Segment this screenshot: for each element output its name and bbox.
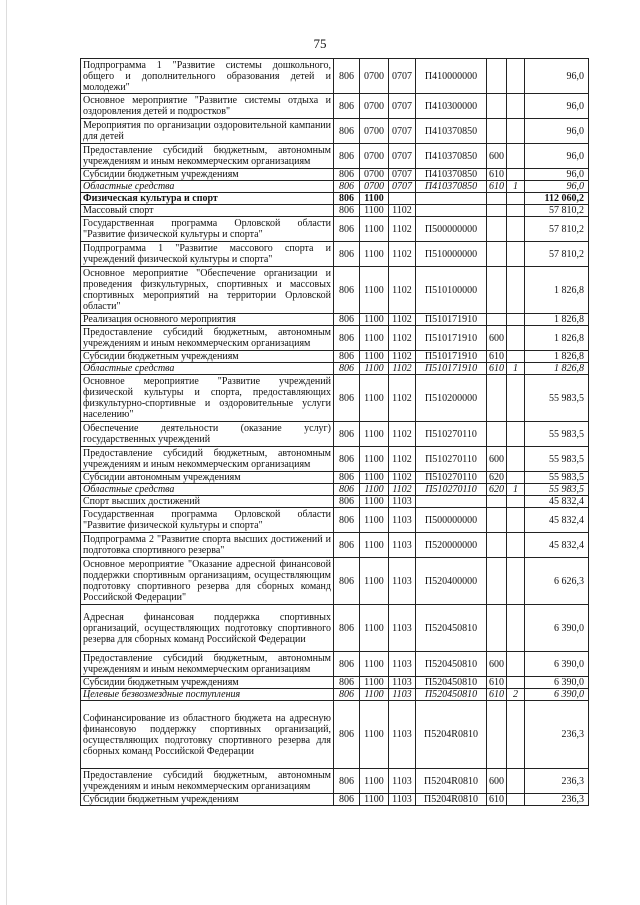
cell-section: 1100 [360, 267, 389, 314]
cell-subsection: 1103 [389, 558, 416, 605]
table-row [81, 769, 589, 794]
cell-amount: 6 626,3 [525, 558, 589, 605]
cell-grbs: 806 [334, 472, 360, 484]
cell-target-article: П510171910 [416, 314, 487, 326]
cell-section: 1100 [360, 558, 389, 605]
cell-expense-type: 600 [487, 769, 507, 794]
cell-grbs: 806 [334, 375, 360, 422]
table-row [81, 472, 589, 484]
cell-expense-type [487, 193, 507, 205]
cell-amount: 55 983,5 [525, 447, 589, 472]
cell-section: 1100 [360, 605, 389, 652]
cell-section: 1100 [360, 769, 389, 794]
table-row [81, 701, 589, 769]
table-row [81, 267, 589, 314]
table-row [81, 689, 589, 701]
cell-target-article: П510270110 [416, 472, 487, 484]
cell-funding-source [507, 558, 525, 605]
cell-expense-type: 600 [487, 652, 507, 677]
cell-expense-type [487, 533, 507, 558]
cell-name: Основное мероприятие "Обеспечение организации и проведения физкультурных, спортивных и массовых спортивных мероприятий на территории Орловской области" [81, 267, 334, 314]
cell-section: 1100 [360, 314, 389, 326]
cell-expense-type [487, 558, 507, 605]
cell-grbs: 806 [334, 363, 360, 375]
cell-name: Массовый спорт [81, 205, 334, 217]
cell-name: Обеспечение деятельности (оказание услуг) государственных учреждений [81, 422, 334, 447]
table-row [81, 169, 589, 181]
cell-subsection: 0707 [389, 181, 416, 193]
cell-amount: 96,0 [525, 181, 589, 193]
cell-name: Субсидии бюджетным учреждениям [81, 794, 334, 806]
table-row [81, 59, 589, 94]
table-row [81, 326, 589, 351]
cell-subsection: 1102 [389, 422, 416, 447]
cell-funding-source [507, 326, 525, 351]
cell-amount: 96,0 [525, 119, 589, 144]
table-row [81, 605, 589, 652]
cell-amount: 55 983,5 [525, 375, 589, 422]
cell-subsection: 1103 [389, 533, 416, 558]
cell-subsection: 1103 [389, 652, 416, 677]
cell-name: Областные средства [81, 363, 334, 375]
cell-name: Целевые безвозмездные поступления [81, 689, 334, 701]
cell-target-article: П520000000 [416, 533, 487, 558]
cell-amount: 55 983,5 [525, 422, 589, 447]
cell-subsection: 1102 [389, 267, 416, 314]
cell-name: Мероприятия по организации оздоровительной кампании для детей [81, 119, 334, 144]
cell-section: 1100 [360, 205, 389, 217]
cell-section: 1100 [360, 193, 389, 205]
cell-amount: 6 390,0 [525, 677, 589, 689]
cell-expense-type: 610 [487, 181, 507, 193]
cell-name: Основное мероприятие "Развитие учреждений физической культуры и спорта, предоставляющих физкультурно-спортивные и оздоровительные услуги населению" [81, 375, 334, 422]
cell-subsection: 1102 [389, 205, 416, 217]
cell-amount: 1 826,8 [525, 351, 589, 363]
cell-section: 1100 [360, 533, 389, 558]
table-row [81, 94, 589, 119]
cell-target-article: П520450810 [416, 689, 487, 701]
cell-target-article: П410370850 [416, 181, 487, 193]
cell-name: Областные средства [81, 181, 334, 193]
cell-grbs: 806 [334, 558, 360, 605]
cell-expense-type [487, 422, 507, 447]
cell-section: 1100 [360, 652, 389, 677]
cell-target-article: П520450810 [416, 605, 487, 652]
cell-amount: 1 826,8 [525, 363, 589, 375]
cell-section: 0700 [360, 144, 389, 169]
cell-target-article: П510270110 [416, 484, 487, 496]
cell-subsection: 0707 [389, 59, 416, 94]
cell-subsection: 1103 [389, 677, 416, 689]
cell-amount: 45 832,4 [525, 496, 589, 508]
cell-amount: 45 832,4 [525, 533, 589, 558]
cell-funding-source [507, 314, 525, 326]
cell-expense-type: 610 [487, 363, 507, 375]
cell-funding-source [507, 422, 525, 447]
cell-funding-source [507, 472, 525, 484]
cell-funding-source [507, 351, 525, 363]
cell-subsection: 0707 [389, 119, 416, 144]
cell-target-article: П410370850 [416, 119, 487, 144]
cell-section: 1100 [360, 363, 389, 375]
cell-funding-source [507, 169, 525, 181]
cell-grbs: 806 [334, 169, 360, 181]
cell-amount: 55 983,5 [525, 484, 589, 496]
cell-expense-type: 610 [487, 794, 507, 806]
cell-name: Реализация основного мероприятия [81, 314, 334, 326]
cell-section: 1100 [360, 484, 389, 496]
page-number: 75 [313, 36, 327, 51]
cell-grbs: 806 [334, 508, 360, 533]
cell-funding-source [507, 533, 525, 558]
cell-grbs: 806 [334, 205, 360, 217]
table-row [81, 375, 589, 422]
cell-target-article: П510171910 [416, 351, 487, 363]
table-row [81, 422, 589, 447]
cell-expense-type [487, 267, 507, 314]
cell-amount: 96,0 [525, 144, 589, 169]
cell-target-article [416, 205, 487, 217]
cell-name: Субсидии автономным учреждениям [81, 472, 334, 484]
cell-funding-source [507, 496, 525, 508]
cell-grbs: 806 [334, 484, 360, 496]
table-row [81, 484, 589, 496]
table-row [81, 558, 589, 605]
cell-section: 1100 [360, 375, 389, 422]
cell-name: Субсидии бюджетным учреждениям [81, 351, 334, 363]
cell-subsection [389, 193, 416, 205]
cell-subsection: 1102 [389, 217, 416, 242]
cell-section: 0700 [360, 94, 389, 119]
cell-expense-type: 620 [487, 484, 507, 496]
cell-section: 1100 [360, 351, 389, 363]
cell-amount: 6 390,0 [525, 652, 589, 677]
cell-expense-type [487, 508, 507, 533]
cell-target-article: П410370850 [416, 169, 487, 181]
cell-grbs: 806 [334, 314, 360, 326]
table-row [81, 193, 589, 205]
cell-expense-type [487, 605, 507, 652]
cell-expense-type: 610 [487, 351, 507, 363]
cell-expense-type: 600 [487, 144, 507, 169]
cell-expense-type: 600 [487, 447, 507, 472]
cell-subsection: 1102 [389, 242, 416, 267]
cell-section: 1100 [360, 422, 389, 447]
cell-funding-source: 2 [507, 689, 525, 701]
cell-expense-type: 620 [487, 472, 507, 484]
cell-target-article: П500000000 [416, 508, 487, 533]
cell-expense-type [487, 496, 507, 508]
cell-amount: 96,0 [525, 59, 589, 94]
cell-grbs: 806 [334, 217, 360, 242]
cell-target-article: П520450810 [416, 677, 487, 689]
cell-amount: 236,3 [525, 769, 589, 794]
cell-expense-type [487, 59, 507, 94]
table-row [81, 794, 589, 806]
cell-subsection: 1103 [389, 508, 416, 533]
cell-amount: 236,3 [525, 701, 589, 769]
cell-grbs: 806 [334, 59, 360, 94]
table-body [81, 59, 589, 806]
cell-funding-source [507, 94, 525, 119]
cell-name: Спорт высших достижений [81, 496, 334, 508]
cell-section: 1100 [360, 794, 389, 806]
cell-funding-source [507, 119, 525, 144]
cell-funding-source: 1 [507, 181, 525, 193]
cell-funding-source: 1 [507, 363, 525, 375]
cell-section: 1100 [360, 689, 389, 701]
cell-amount: 6 390,0 [525, 605, 589, 652]
cell-section: 0700 [360, 59, 389, 94]
cell-subsection: 1103 [389, 794, 416, 806]
scan-margin-line [6, 0, 7, 905]
cell-section: 1100 [360, 496, 389, 508]
cell-grbs: 806 [334, 605, 360, 652]
cell-subsection: 1102 [389, 375, 416, 422]
cell-target-article: П410300000 [416, 94, 487, 119]
cell-section: 0700 [360, 181, 389, 193]
cell-section: 1100 [360, 677, 389, 689]
cell-funding-source [507, 794, 525, 806]
cell-grbs: 806 [334, 242, 360, 267]
cell-amount: 57 810,2 [525, 217, 589, 242]
cell-expense-type [487, 217, 507, 242]
cell-grbs: 806 [334, 326, 360, 351]
cell-subsection: 1102 [389, 484, 416, 496]
cell-subsection: 1102 [389, 363, 416, 375]
cell-expense-type [487, 701, 507, 769]
table-row [81, 447, 589, 472]
cell-subsection: 1102 [389, 447, 416, 472]
cell-expense-type: 610 [487, 677, 507, 689]
cell-amount: 1 826,8 [525, 267, 589, 314]
cell-amount: 96,0 [525, 94, 589, 119]
cell-target-article: П5204R0810 [416, 794, 487, 806]
cell-name: Предоставление субсидий бюджетным, автономным учреждениям и иным некоммерческим организациям [81, 652, 334, 677]
table-row [81, 652, 589, 677]
cell-grbs: 806 [334, 181, 360, 193]
cell-expense-type [487, 94, 507, 119]
cell-funding-source [507, 267, 525, 314]
cell-target-article: П5204R0810 [416, 769, 487, 794]
cell-subsection: 1102 [389, 472, 416, 484]
cell-funding-source [507, 447, 525, 472]
cell-expense-type [487, 119, 507, 144]
cell-funding-source [507, 605, 525, 652]
table-row [81, 181, 589, 193]
cell-name: Основное мероприятие "Оказание адресной финансовой поддержки спортивным организациям, осуществляющим подготовку спортивного резерва для сборных команд Российской Федерации" [81, 558, 334, 605]
cell-grbs: 806 [334, 496, 360, 508]
cell-name: Субсидии бюджетным учреждениям [81, 169, 334, 181]
cell-funding-source [507, 677, 525, 689]
cell-grbs: 806 [334, 94, 360, 119]
cell-amount: 112 060,2 [525, 193, 589, 205]
cell-name: Предоставление субсидий бюджетным, автономным учреждениям и иным некоммерческим организациям [81, 326, 334, 351]
cell-funding-source [507, 217, 525, 242]
cell-funding-source [507, 205, 525, 217]
table-row [81, 351, 589, 363]
cell-grbs: 806 [334, 701, 360, 769]
cell-section: 1100 [360, 217, 389, 242]
cell-grbs: 806 [334, 144, 360, 169]
table-row [81, 508, 589, 533]
cell-subsection: 0707 [389, 169, 416, 181]
cell-amount: 236,3 [525, 794, 589, 806]
cell-target-article: П510171910 [416, 326, 487, 351]
cell-funding-source [507, 242, 525, 267]
table-row [81, 217, 589, 242]
cell-grbs: 806 [334, 652, 360, 677]
cell-target-article: П500000000 [416, 217, 487, 242]
cell-subsection: 1103 [389, 496, 416, 508]
cell-grbs: 806 [334, 193, 360, 205]
table-row [81, 242, 589, 267]
cell-expense-type [487, 314, 507, 326]
cell-funding-source [507, 144, 525, 169]
cell-section: 1100 [360, 447, 389, 472]
cell-amount: 57 810,2 [525, 205, 589, 217]
cell-expense-type: 600 [487, 326, 507, 351]
cell-grbs: 806 [334, 351, 360, 363]
cell-subsection: 1103 [389, 605, 416, 652]
cell-grbs: 806 [334, 422, 360, 447]
cell-name: Субсидии бюджетным учреждениям [81, 677, 334, 689]
table-row [81, 677, 589, 689]
cell-name: Предоставление субсидий бюджетным, автономным учреждениям и иным некоммерческим организациям [81, 144, 334, 169]
table-row [81, 314, 589, 326]
cell-expense-type [487, 205, 507, 217]
cell-name: Подпрограмма 2 "Развитие спорта высших достижений и подготовка спортивного резерва" [81, 533, 334, 558]
cell-grbs: 806 [334, 677, 360, 689]
cell-amount: 55 983,5 [525, 472, 589, 484]
table-row [81, 363, 589, 375]
cell-name: Государственная программа Орловской области "Развитие физической культуры и спорта" [81, 217, 334, 242]
cell-name: Подпрограмма 1 "Развитие массового спорта и учреждений физической культуры и спорта" [81, 242, 334, 267]
cell-section: 1100 [360, 326, 389, 351]
cell-target-article: П410000000 [416, 59, 487, 94]
table-row [81, 144, 589, 169]
cell-grbs: 806 [334, 794, 360, 806]
cell-grbs: 806 [334, 769, 360, 794]
cell-section: 1100 [360, 508, 389, 533]
cell-target-article: П510270110 [416, 447, 487, 472]
cell-amount: 1 826,8 [525, 314, 589, 326]
cell-section: 1100 [360, 701, 389, 769]
cell-subsection: 0707 [389, 94, 416, 119]
table-row [81, 205, 589, 217]
cell-subsection: 1102 [389, 326, 416, 351]
cell-target-article: П520450810 [416, 652, 487, 677]
table-row [81, 533, 589, 558]
cell-target-article [416, 496, 487, 508]
cell-target-article: П510100000 [416, 267, 487, 314]
cell-amount: 96,0 [525, 169, 589, 181]
cell-subsection: 1102 [389, 351, 416, 363]
table-row [81, 119, 589, 144]
budget-allocation-table [80, 58, 589, 806]
cell-funding-source [507, 508, 525, 533]
cell-name: Физическая культура и спорт [81, 193, 334, 205]
cell-expense-type: 610 [487, 169, 507, 181]
cell-target-article: П510171910 [416, 363, 487, 375]
cell-subsection: 1103 [389, 769, 416, 794]
cell-expense-type: 610 [487, 689, 507, 701]
cell-target-article: П510270110 [416, 422, 487, 447]
cell-section: 1100 [360, 472, 389, 484]
cell-section: 0700 [360, 119, 389, 144]
cell-target-article: П410370850 [416, 144, 487, 169]
cell-target-article: П510000000 [416, 242, 487, 267]
cell-funding-source [507, 193, 525, 205]
cell-name: Адресная финансовая поддержка спортивных организаций, осуществляющих подготовку спортивного резерва для сборных команд Российской Федерации [81, 605, 334, 652]
table-row [81, 496, 589, 508]
cell-target-article [416, 193, 487, 205]
cell-target-article: П520400000 [416, 558, 487, 605]
cell-expense-type [487, 375, 507, 422]
cell-name: Подпрограмма 1 "Развитие системы дошкольного, общего и дополнительного образования детей и молодежи" [81, 59, 334, 94]
cell-grbs: 806 [334, 689, 360, 701]
cell-funding-source: 1 [507, 484, 525, 496]
cell-grbs: 806 [334, 119, 360, 144]
cell-funding-source [507, 652, 525, 677]
cell-name: Основное мероприятие "Развитие системы отдыха и оздоровления детей и подростков" [81, 94, 334, 119]
cell-target-article: П510200000 [416, 375, 487, 422]
cell-subsection: 1103 [389, 701, 416, 769]
cell-grbs: 806 [334, 267, 360, 314]
cell-subsection: 1102 [389, 314, 416, 326]
cell-grbs: 806 [334, 447, 360, 472]
cell-name: Предоставление субсидий бюджетным, автономным учреждениям и иным некоммерческим организациям [81, 447, 334, 472]
cell-section: 0700 [360, 169, 389, 181]
cell-target-article: П5204R0810 [416, 701, 487, 769]
cell-name: Государственная программа Орловской области "Развитие физической культуры и спорта" [81, 508, 334, 533]
cell-subsection: 1103 [389, 689, 416, 701]
cell-name: Предоставление субсидий бюджетным, автономным учреждениям и иным некоммерческим организациям [81, 769, 334, 794]
cell-funding-source [507, 375, 525, 422]
cell-funding-source [507, 769, 525, 794]
cell-expense-type [487, 242, 507, 267]
cell-name: Областные средства [81, 484, 334, 496]
cell-amount: 6 390,0 [525, 689, 589, 701]
cell-funding-source [507, 701, 525, 769]
cell-amount: 1 826,8 [525, 326, 589, 351]
cell-funding-source [507, 59, 525, 94]
cell-subsection: 0707 [389, 144, 416, 169]
cell-grbs: 806 [334, 533, 360, 558]
cell-amount: 57 810,2 [525, 242, 589, 267]
cell-amount: 45 832,4 [525, 508, 589, 533]
cell-name: Софинансирование из областного бюджета на адресную финансовую поддержку спортивных организаций, осуществляющих подготовку спортивного резерва для сборных команд Российской Федерации [81, 701, 334, 769]
cell-section: 1100 [360, 242, 389, 267]
